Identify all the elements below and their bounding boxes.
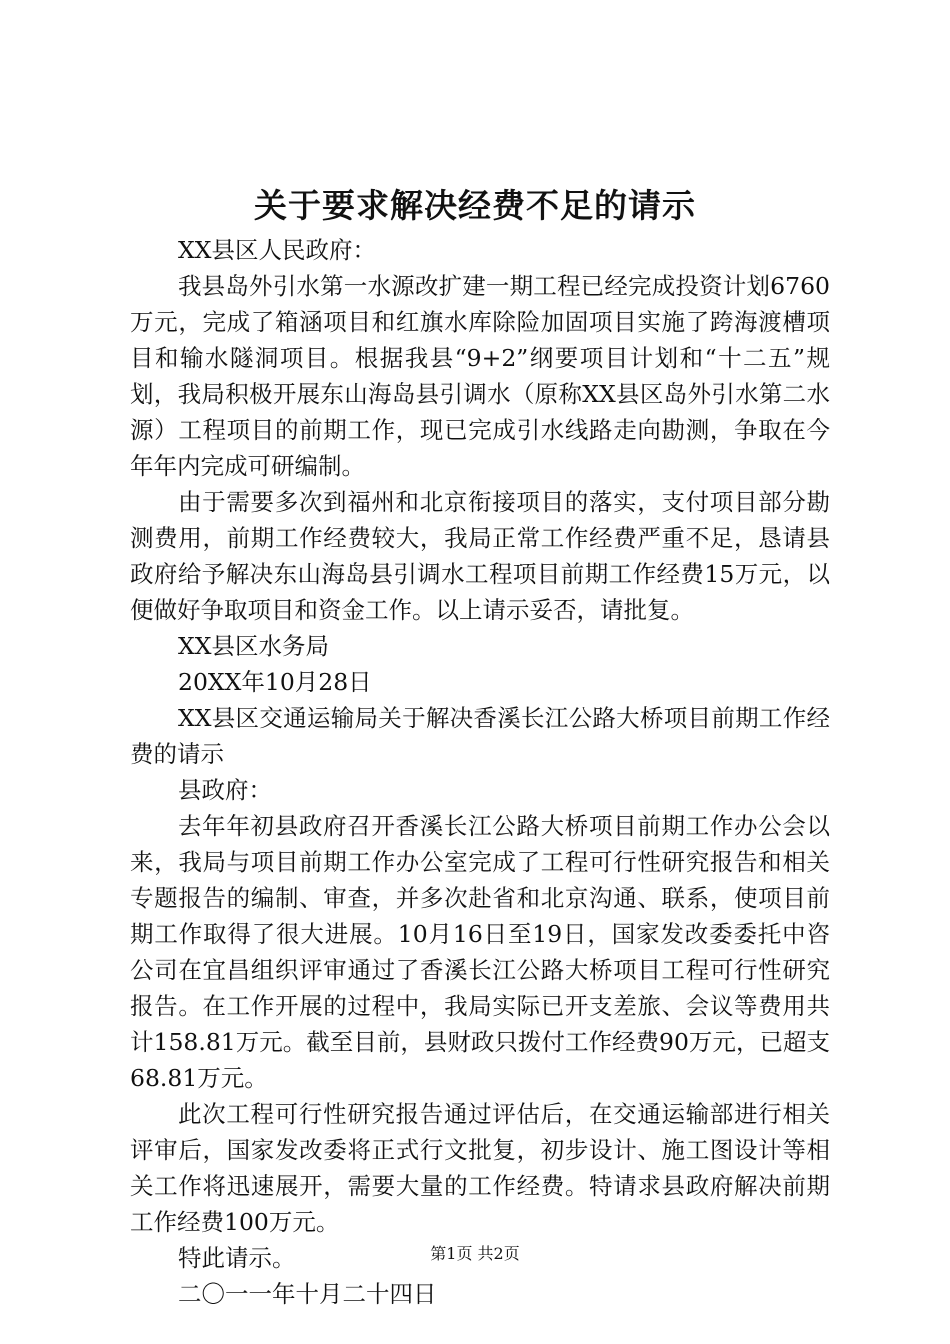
body-paragraph: 我县岛外引水第一水源改扩建一期工程已经完成投资计划6760万元，完成了箱涵项目和红旗水库除险加固项目实施了跨海渡槽项目和输水隧洞项目。根据我县“9+2”纲要项目计划和“十二五”规划，我局积极开展东山海岛县引调水（原称XX县区岛外引水第二水源）工程项目的前期工作，现已完成引水线路走向勘测，争取在今年年内完成可研编制。 <box>130 272 830 480</box>
page-number-footer: 第1页 共2页 <box>430 1244 520 1263</box>
signature-organization: XX县区水务局 <box>178 632 329 660</box>
document-title: 关于要求解决经费不足的请示 <box>254 186 696 225</box>
body-paragraph: 由于需要多次到福州和北京衔接项目的落实，支付项目部分勘测费用，前期工作经费较大，我局正常工作经费严重不足，恳请县政府给予解决东山海岛县引调水工程项目前期工作经费15万元，以便做好争取项目和资金工作。以上请示妥否，请批复。 <box>130 488 830 624</box>
salutation-paragraph: 县政府： <box>178 776 272 804</box>
signature-date: 20XX年10月28日 <box>178 668 372 696</box>
second-request-title: XX县区交通运输局关于解决香溪长江公路大桥项目前期工作经费的请示 <box>130 704 830 768</box>
closing-date: 二〇一一年十月二十四日 <box>178 1280 437 1308</box>
body-paragraph: 此次工程可行性研究报告通过评估后，在交通运输部进行相关评审后，国家发改委将正式行文批复，初步设计、施工图设计等相关工作将迅速展开，需要大量的工作经费。特请求县政府解决前期工作经费100万元。 <box>130 1100 830 1236</box>
closing-paragraph: 特此请示。 <box>178 1244 296 1272</box>
document-body <box>130 232 830 1312</box>
body-paragraph: 去年年初县政府召开香溪长江公路大桥项目前期工作办公会以来，我局与项目前期工作办公室完成了工程可行性研究报告和相关专题报告的编制、审查，并多次赴省和北京沟通、联系，使项目前期工作取得了很大进展。10月16日至19日，国家发改委委托中咨公司在宜昌组织评审通过了香溪长江公路大桥项目工程可行性研究报告。在工作开展的过程中，我局实际已开支差旅、会议等费用共计158.81万元。截至目前，县财政只拨付工作经费90万元，已超支68.81万元。 <box>130 812 830 1092</box>
salutation-paragraph: XX县区人民政府： <box>178 236 376 264</box>
